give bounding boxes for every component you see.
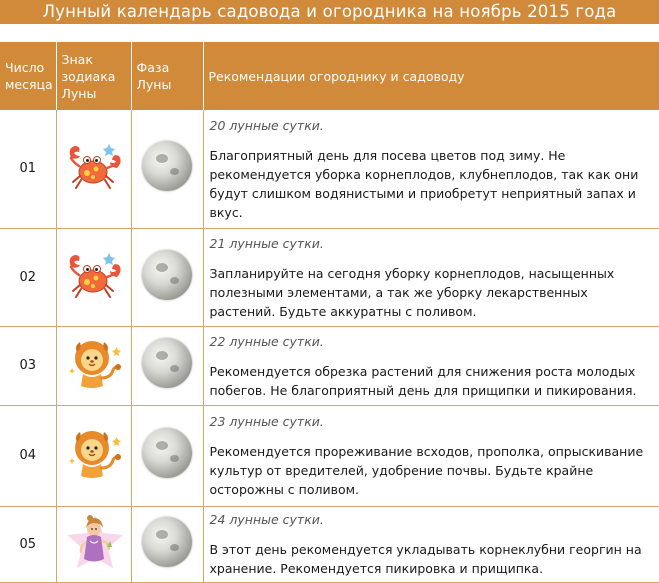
page-title: Лунный календарь садовода и огородника на ноябрь 2015 года — [0, 0, 659, 24]
moon-phase-cell — [131, 228, 203, 326]
virgo-maiden-icon — [63, 511, 125, 573]
table-row — [0, 405, 659, 506]
leo-lion-icon — [63, 424, 125, 482]
day-number: 03 — [0, 326, 56, 405]
lunar-day-label: 20 лунные сутки. — [209, 117, 324, 133]
recommendation-cell — [203, 506, 659, 582]
cancer-crab-icon — [63, 247, 125, 303]
moon-phase-cell — [131, 326, 203, 405]
recommendation-text: Рекомендуется обрезка растений для снижения роста молодых побегов. Не благоприятный день для прищипки и пикирования. — [209, 363, 637, 398]
recommendation-cell — [203, 110, 659, 228]
recommendation-text: Запланируйте на сегодня уборку корнеплодов, насыщенных полезными элементами, а так же уборку лекарственных растений. Будьте аккуратны с поливом. — [209, 265, 615, 319]
table-body — [0, 110, 659, 582]
full-moon-icon — [142, 250, 192, 305]
zodiac-cell — [56, 228, 131, 326]
leo-lion-icon — [63, 334, 125, 392]
zodiac-cell — [56, 405, 131, 506]
zodiac-cell — [56, 506, 131, 582]
calendar-table — [0, 42, 659, 583]
table-row — [0, 506, 659, 582]
day-number: 02 — [0, 228, 56, 326]
moon-phase-cell — [131, 506, 203, 582]
table-header-row — [0, 42, 659, 110]
recommendation-text: Рекомендуется прореживание всходов, прополка, опрыскивание культур от вредителей, удобрение почвы. Будьте крайне осторожны с поливом. — [209, 444, 644, 497]
lunar-day-label: 22 лунные сутки. — [209, 333, 324, 349]
recommendation-cell — [203, 228, 659, 326]
day-number: 01 — [0, 110, 56, 228]
full-moon-icon — [142, 517, 192, 572]
full-moon-icon — [142, 141, 192, 196]
table-row — [0, 326, 659, 405]
recommendation-text: В этот день рекомендуется укладывать корнеклубни георгин на хранение. Рекомендуется пикировка и прищипка. — [209, 542, 642, 576]
moon-phase-cell — [131, 405, 203, 506]
zodiac-cell — [56, 110, 131, 228]
moon-phase-cell — [131, 110, 203, 228]
table-row — [0, 228, 659, 326]
header-phase: Фаза Луны — [131, 42, 203, 110]
lunar-day-label: 23 лунные сутки. — [209, 414, 324, 429]
header-zodiac: Знак зодиака Луны — [56, 42, 131, 110]
recommendation-text: Благоприятный день для посева цветов под зиму. Не рекомендуется уборка корнеплодов, клубнеплодов, так как они будут слишком водянистыми и приобретут неприятный запах и вкус. — [209, 147, 639, 220]
full-moon-icon — [142, 338, 192, 393]
zodiac-cell — [56, 326, 131, 405]
recommendation-cell — [203, 326, 659, 405]
recommendation-cell — [203, 405, 659, 506]
day-number: 04 — [0, 405, 56, 506]
lunar-day-label: 24 лунные сутки. — [209, 512, 324, 527]
header-recommendations: Рекомендации огороднику и садоводу — [203, 42, 659, 110]
cancer-crab-icon — [63, 138, 125, 194]
day-number: 05 — [0, 506, 56, 582]
header-day: Число месяца — [0, 42, 56, 110]
table-row — [0, 110, 659, 228]
full-moon-icon — [142, 428, 192, 483]
lunar-day-label: 21 лунные сутки. — [209, 235, 324, 251]
